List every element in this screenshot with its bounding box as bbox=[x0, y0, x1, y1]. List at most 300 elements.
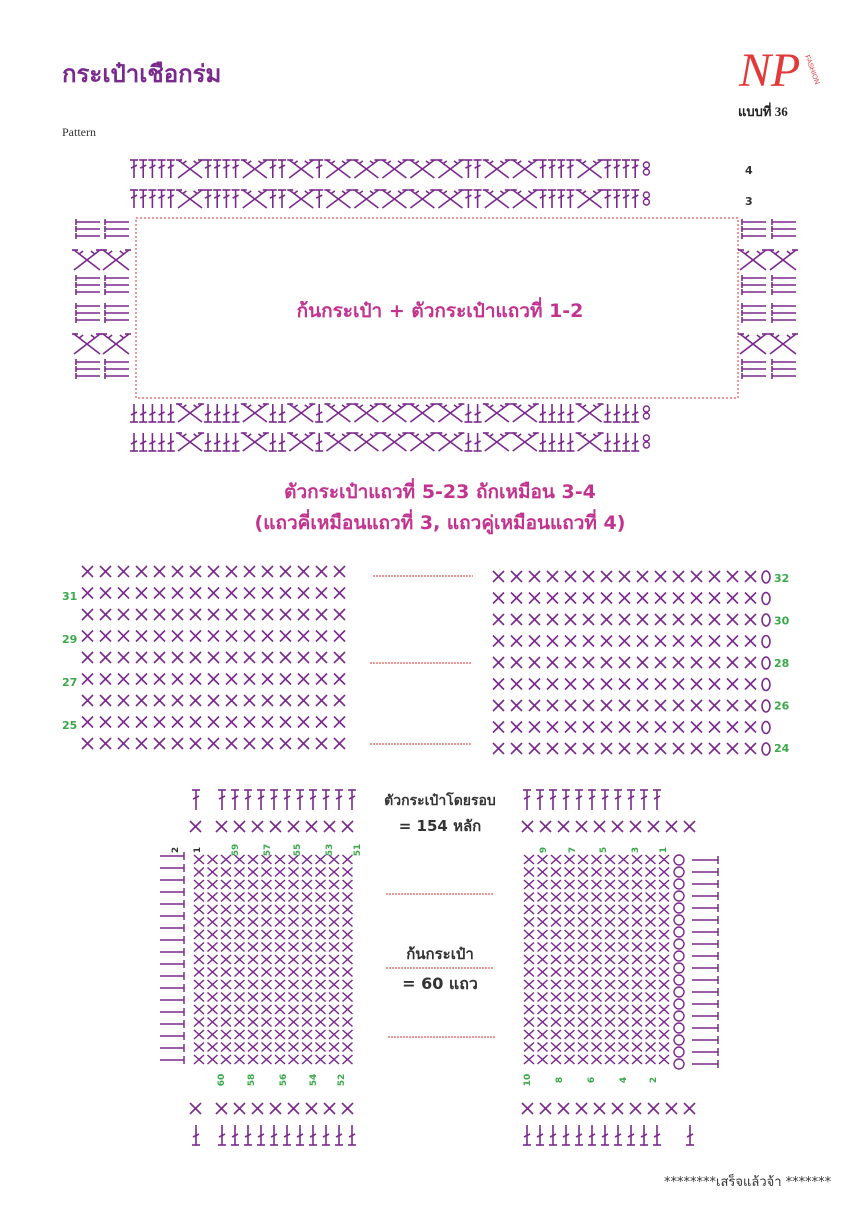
crossed-dc-stitch bbox=[436, 190, 464, 208]
dc-stitch bbox=[232, 160, 240, 178]
chain-ring bbox=[643, 435, 649, 441]
dc-stitch bbox=[204, 190, 212, 208]
dc-stitch bbox=[548, 404, 556, 422]
sc-stitch-row bbox=[82, 674, 345, 685]
dc-stitch bbox=[130, 160, 138, 178]
dc-stitch bbox=[222, 404, 230, 422]
dc-stitch bbox=[539, 190, 547, 208]
column-label-top: 7 bbox=[568, 846, 578, 854]
column-label-top: 1 bbox=[659, 846, 669, 854]
chain-stitch bbox=[674, 1035, 684, 1045]
dc-stitch bbox=[548, 190, 556, 208]
chain-stitch bbox=[762, 722, 770, 734]
sc-stitch-column bbox=[194, 855, 204, 1064]
dc-stitch bbox=[222, 190, 230, 208]
dc-stitch bbox=[283, 790, 291, 810]
row-label-left: 25 bbox=[62, 719, 78, 732]
dc-stitch bbox=[566, 160, 574, 178]
column-label-bottom: 4 bbox=[619, 1076, 629, 1084]
crossed-dc-stitch bbox=[241, 404, 269, 422]
sc-stitch-column bbox=[343, 855, 353, 1064]
row-label-3: 3 bbox=[745, 195, 753, 208]
crossed-dc-stitch bbox=[768, 334, 798, 354]
dc-stitch bbox=[158, 160, 166, 178]
sc-stitch-column bbox=[659, 855, 669, 1064]
dc-stitch bbox=[130, 433, 138, 451]
dc-stitch bbox=[601, 1125, 609, 1145]
chain-ring bbox=[643, 442, 649, 448]
dc-stitch bbox=[604, 433, 612, 451]
dc-stitch bbox=[631, 160, 639, 178]
sc-stitch-row bbox=[522, 821, 677, 832]
chain-stitch bbox=[674, 867, 684, 877]
crossed-dc-stitch bbox=[352, 433, 380, 451]
row-label-4: 4 bbox=[745, 164, 753, 177]
crossed-dc-stitch bbox=[287, 433, 315, 451]
crossed-dc-stitch bbox=[436, 433, 464, 451]
crossed-dc-stitch bbox=[380, 433, 408, 451]
dc-stitch bbox=[192, 790, 200, 810]
column-label-bottom: 56 bbox=[279, 1073, 289, 1087]
pattern-label: Pattern bbox=[62, 125, 96, 139]
dc-stitch bbox=[139, 160, 147, 178]
chain-stitch bbox=[674, 999, 684, 1009]
dc-stitch bbox=[269, 433, 277, 451]
dc-stitch bbox=[296, 790, 304, 810]
column-label-top: 9 bbox=[539, 846, 549, 854]
sc-stitch-row bbox=[82, 717, 345, 728]
bottom-rows-label: ก้นกระเป๋า bbox=[406, 945, 474, 963]
crossed-dc-stitch bbox=[380, 404, 408, 422]
dc-stitch bbox=[315, 404, 323, 422]
dc-stitch bbox=[464, 433, 472, 451]
row-label-right: 26 bbox=[774, 699, 790, 713]
crossed-dc-stitch bbox=[176, 433, 204, 451]
crossed-dc-stitch bbox=[576, 433, 604, 451]
dc-stitch bbox=[549, 790, 557, 810]
row-label-left: 29 bbox=[62, 633, 78, 646]
chain-stitch bbox=[674, 1011, 684, 1021]
dc-stitch bbox=[204, 160, 212, 178]
logo-letters: NP bbox=[739, 44, 801, 96]
sc-stitch-column bbox=[302, 855, 312, 1064]
sc-stitch-row bbox=[493, 593, 756, 604]
dc-stitch bbox=[213, 160, 221, 178]
sc-stitch-row bbox=[493, 700, 756, 711]
dc-stitch bbox=[575, 790, 583, 810]
column-label-top: 1 bbox=[193, 846, 203, 854]
crossed-dc-stitch bbox=[101, 250, 131, 270]
page-title: กระเป๋าเชือกร่ม bbox=[62, 60, 222, 88]
dc-stitch bbox=[315, 190, 323, 208]
dc-stitch bbox=[627, 790, 635, 810]
chain-ring bbox=[643, 162, 649, 168]
row-label-right: 24 bbox=[774, 742, 790, 755]
dc-stitch bbox=[640, 790, 648, 810]
crossed-dc-stitch bbox=[324, 433, 352, 451]
sc-stitch-row bbox=[216, 1103, 353, 1114]
logo-tag: FASHION bbox=[803, 54, 821, 86]
crossed-dc-stitch bbox=[483, 190, 511, 208]
dc-stitch bbox=[257, 1125, 265, 1145]
dc-stitch bbox=[148, 190, 156, 208]
dc-stitch bbox=[474, 160, 482, 178]
dc-stitch bbox=[575, 1125, 583, 1145]
dc-stitch bbox=[464, 190, 472, 208]
sc-stitch-column bbox=[275, 855, 285, 1064]
crossed-dc-stitch bbox=[380, 190, 408, 208]
crossed-dc-stitch bbox=[576, 160, 604, 178]
crossed-dc-stitch bbox=[511, 160, 539, 178]
dc-stitch bbox=[335, 790, 343, 810]
crossed-dc-stitch bbox=[324, 404, 352, 422]
chain-stitch bbox=[762, 636, 770, 648]
sc-stitch-row bbox=[82, 631, 345, 642]
chain-stitch bbox=[674, 891, 684, 901]
sc-stitch-row bbox=[493, 722, 756, 733]
dc-stitch bbox=[566, 433, 574, 451]
sc-stitch-row bbox=[493, 743, 756, 754]
dc-stitch bbox=[536, 1125, 544, 1145]
dc-stitch bbox=[604, 404, 612, 422]
chain-ring bbox=[643, 413, 649, 419]
sc-stitch-column bbox=[619, 855, 629, 1064]
crossed-dc-stitch bbox=[738, 250, 768, 270]
chain-stitch bbox=[674, 903, 684, 913]
crossed-dc-stitch bbox=[287, 190, 315, 208]
sc-stitch-column bbox=[578, 855, 588, 1064]
dc-stitch bbox=[653, 790, 661, 810]
dc-stitch bbox=[640, 1125, 648, 1145]
dc-stitch bbox=[296, 1125, 304, 1145]
chain-stitch bbox=[762, 700, 770, 712]
crossed-dc-stitch bbox=[176, 404, 204, 422]
chain-ring bbox=[643, 169, 649, 175]
dc-stitch bbox=[548, 160, 556, 178]
sc-stitch-row bbox=[82, 588, 345, 599]
sc-stitch-column bbox=[289, 855, 299, 1064]
column-label-top: 53 bbox=[325, 843, 335, 857]
crossed-dc-stitch bbox=[408, 190, 436, 208]
crossed-dc-stitch bbox=[511, 433, 539, 451]
crossed-dc-stitch bbox=[352, 160, 380, 178]
dc-stitch bbox=[148, 404, 156, 422]
sc-stitch-row bbox=[493, 571, 756, 582]
column-label-top: 59 bbox=[231, 843, 241, 857]
dc-stitch bbox=[218, 1125, 226, 1145]
sc-stitch-row bbox=[493, 657, 756, 668]
dc-stitch bbox=[557, 190, 565, 208]
sc-stitch-row bbox=[493, 679, 756, 690]
crossed-dc-stitch bbox=[241, 190, 269, 208]
crossed-dc-stitch bbox=[241, 433, 269, 451]
chain-stitch bbox=[674, 987, 684, 997]
dc-stitch bbox=[613, 160, 621, 178]
dc-stitch bbox=[622, 433, 630, 451]
dc-stitch bbox=[627, 1125, 635, 1145]
sc-stitch-row bbox=[82, 566, 345, 577]
row-label-left: 27 bbox=[62, 676, 78, 689]
dc-stitch bbox=[148, 433, 156, 451]
sc-stitch-column bbox=[248, 855, 258, 1064]
crossed-dc-stitch bbox=[241, 160, 269, 178]
dc-stitch bbox=[523, 1125, 531, 1145]
dc-stitch bbox=[335, 1125, 343, 1145]
dc-stitch bbox=[348, 790, 356, 810]
dc-stitch bbox=[315, 433, 323, 451]
column-label-bottom: 10 bbox=[523, 1073, 533, 1087]
dc-stitch bbox=[167, 160, 175, 178]
sc-stitch-column bbox=[221, 855, 231, 1064]
sc-stitch-column bbox=[235, 855, 245, 1064]
crossed-dc-stitch bbox=[287, 404, 315, 422]
dc-stitch bbox=[244, 1125, 252, 1145]
chain-stitch bbox=[674, 927, 684, 937]
row-label-right: 32 bbox=[774, 572, 790, 585]
dc-stitch bbox=[232, 433, 240, 451]
crossed-dc-stitch bbox=[176, 160, 204, 178]
crossed-dc-stitch bbox=[483, 404, 511, 422]
bottom-and-rows-1-2-caption: ก้นกระเป๋า + ตัวกระเป๋าแถวที่ 1-2 bbox=[296, 300, 584, 322]
chain-stitch bbox=[674, 879, 684, 889]
dc-stitch bbox=[158, 404, 166, 422]
column-label-bottom: 8 bbox=[555, 1076, 565, 1084]
sc-stitch-row bbox=[82, 609, 345, 620]
dc-stitch bbox=[158, 433, 166, 451]
dc-stitch bbox=[231, 790, 239, 810]
sc-stitch-column bbox=[208, 855, 218, 1064]
row-label-left: 31 bbox=[62, 590, 78, 603]
crossed-dc-stitch bbox=[576, 404, 604, 422]
crossed-dc-stitch bbox=[176, 190, 204, 208]
crossed-dc-stitch bbox=[72, 250, 102, 270]
dc-stitch bbox=[539, 404, 547, 422]
dc-stitch bbox=[622, 404, 630, 422]
crossed-dc-stitch bbox=[72, 334, 102, 354]
dc-stitch bbox=[562, 1125, 570, 1145]
dc-stitch bbox=[622, 190, 630, 208]
dc-stitch bbox=[322, 1125, 330, 1145]
crossed-dc-stitch bbox=[380, 160, 408, 178]
row-label-right: 30 bbox=[774, 614, 790, 628]
dc-stitch bbox=[232, 190, 240, 208]
sc-stitch-column bbox=[262, 855, 272, 1064]
sc-stitch-column bbox=[538, 855, 548, 1064]
chain-stitch bbox=[762, 614, 770, 626]
chain-stitch bbox=[762, 593, 770, 605]
crossed-dc-stitch bbox=[408, 433, 436, 451]
rows-5-23-caption: ตัวกระเป๋าแถวที่ 5-23 ถักเหมือน 3-4 bbox=[284, 481, 596, 503]
chain-stitch bbox=[674, 963, 684, 973]
dc-stitch bbox=[523, 790, 531, 810]
chain-stitch bbox=[674, 1059, 684, 1069]
dc-stitch bbox=[474, 433, 482, 451]
crossed-dc-stitch bbox=[436, 404, 464, 422]
dc-stitch bbox=[139, 433, 147, 451]
dc-stitch bbox=[604, 190, 612, 208]
chain-stitch bbox=[762, 679, 770, 691]
dc-stitch bbox=[631, 404, 639, 422]
dc-stitch bbox=[548, 433, 556, 451]
column-label-top: 57 bbox=[263, 843, 273, 857]
sc-stitch-column bbox=[524, 855, 534, 1064]
dc-stitch bbox=[474, 404, 482, 422]
chain-stitch bbox=[762, 743, 770, 755]
column-label-bottom: 54 bbox=[309, 1073, 319, 1087]
sc-stitch-column bbox=[646, 855, 656, 1064]
column-label-top: 2 bbox=[171, 846, 181, 854]
bottom-rows-value: = 60 แถว bbox=[402, 974, 478, 993]
dc-stitch bbox=[139, 404, 147, 422]
dc-stitch bbox=[222, 160, 230, 178]
dc-stitch bbox=[474, 190, 482, 208]
dc-stitch bbox=[613, 404, 621, 422]
dc-stitch bbox=[213, 190, 221, 208]
chain-stitch bbox=[762, 571, 770, 583]
crossed-dc-stitch bbox=[287, 160, 315, 178]
dc-stitch bbox=[588, 1125, 596, 1145]
dc-stitch bbox=[613, 190, 621, 208]
dc-stitch bbox=[139, 190, 147, 208]
sc-stitch-column bbox=[565, 855, 575, 1064]
crossed-dc-stitch bbox=[511, 404, 539, 422]
dc-stitch bbox=[653, 1125, 661, 1145]
dc-stitch bbox=[309, 1125, 317, 1145]
dc-stitch bbox=[232, 404, 240, 422]
dc-stitch bbox=[464, 404, 472, 422]
dc-stitch bbox=[539, 433, 547, 451]
dc-stitch bbox=[204, 433, 212, 451]
dc-stitch bbox=[631, 433, 639, 451]
column-label-bottom: 58 bbox=[247, 1073, 257, 1087]
sc-stitch-row bbox=[493, 636, 756, 647]
dc-stitch bbox=[269, 404, 277, 422]
dc-stitch bbox=[231, 1125, 239, 1145]
sc-stitch-column bbox=[551, 855, 561, 1064]
crossed-dc-stitch bbox=[352, 404, 380, 422]
sc-stitch-row bbox=[522, 1103, 677, 1114]
sc-stitch-column bbox=[605, 855, 615, 1064]
column-label-bottom: 6 bbox=[587, 1076, 597, 1084]
dc-stitch bbox=[622, 160, 630, 178]
dc-stitch bbox=[204, 404, 212, 422]
sc-stitch-row bbox=[190, 1103, 201, 1114]
crossed-dc-stitch bbox=[576, 190, 604, 208]
dc-stitch bbox=[604, 160, 612, 178]
dc-stitch bbox=[614, 790, 622, 810]
column-label-top: 55 bbox=[293, 843, 303, 857]
dc-stitch bbox=[322, 790, 330, 810]
dc-stitch bbox=[557, 404, 565, 422]
dc-stitch bbox=[218, 790, 226, 810]
crossed-dc-stitch bbox=[738, 334, 768, 354]
column-label-top: 5 bbox=[599, 846, 609, 854]
sc-stitch-row bbox=[684, 1103, 695, 1114]
chain-stitch bbox=[674, 855, 684, 865]
chain-stitch bbox=[762, 657, 770, 669]
dc-stitch bbox=[269, 190, 277, 208]
sc-stitch-row bbox=[216, 821, 353, 832]
column-label-top: 51 bbox=[353, 843, 363, 857]
odd-even-rows-caption: (แถวคี่เหมือนแถวที่ 3, แถวคู่เหมือนแถวที่ 4) bbox=[254, 512, 626, 534]
dc-stitch bbox=[213, 433, 221, 451]
dc-stitch bbox=[130, 404, 138, 422]
dc-stitch bbox=[348, 1125, 356, 1145]
dc-stitch bbox=[270, 790, 278, 810]
footer-done-note: ********เสร็จแล้วจ้า ******* bbox=[664, 1175, 832, 1190]
dc-stitch bbox=[588, 790, 596, 810]
chain-stitch bbox=[674, 951, 684, 961]
sc-stitch-row bbox=[190, 821, 201, 832]
dc-stitch bbox=[244, 790, 252, 810]
dc-stitch bbox=[549, 1125, 557, 1145]
dc-stitch bbox=[566, 404, 574, 422]
dc-stitch bbox=[167, 433, 175, 451]
dc-stitch bbox=[148, 160, 156, 178]
column-label-bottom: 52 bbox=[337, 1073, 347, 1087]
crossed-dc-stitch bbox=[324, 190, 352, 208]
chain-stitch bbox=[674, 1047, 684, 1057]
dc-stitch bbox=[309, 790, 317, 810]
column-label-bottom: 60 bbox=[217, 1073, 227, 1087]
dc-stitch bbox=[167, 404, 175, 422]
dc-stitch bbox=[557, 433, 565, 451]
dc-stitch bbox=[601, 790, 609, 810]
body-stitch-count-value: = 154 หลัก bbox=[398, 817, 482, 835]
chain-ring bbox=[643, 192, 649, 198]
dc-stitch bbox=[539, 160, 547, 178]
dc-stitch bbox=[270, 1125, 278, 1145]
crossed-dc-stitch bbox=[768, 250, 798, 270]
crossed-dc-stitch bbox=[408, 160, 436, 178]
crossed-dc-stitch bbox=[408, 404, 436, 422]
crossed-dc-stitch bbox=[352, 190, 380, 208]
dc-stitch bbox=[686, 1125, 694, 1145]
column-label-top: 3 bbox=[631, 846, 641, 854]
dc-stitch bbox=[167, 190, 175, 208]
dc-stitch bbox=[613, 433, 621, 451]
sc-stitch-column bbox=[329, 855, 339, 1064]
dc-stitch bbox=[192, 1125, 200, 1145]
crossed-dc-stitch bbox=[324, 160, 352, 178]
sc-stitch-row bbox=[82, 738, 345, 749]
chain-stitch bbox=[674, 915, 684, 925]
crossed-dc-stitch bbox=[511, 190, 539, 208]
dc-stitch bbox=[278, 433, 286, 451]
dc-stitch bbox=[283, 1125, 291, 1145]
dc-stitch bbox=[222, 433, 230, 451]
chain-stitch bbox=[674, 1023, 684, 1033]
crossed-dc-stitch bbox=[483, 160, 511, 178]
sc-stitch-row bbox=[82, 652, 345, 663]
crossed-dc-stitch bbox=[436, 160, 464, 178]
crossed-dc-stitch bbox=[483, 433, 511, 451]
dc-stitch bbox=[566, 190, 574, 208]
dc-stitch bbox=[130, 190, 138, 208]
dc-stitch bbox=[562, 790, 570, 810]
dc-stitch bbox=[278, 404, 286, 422]
dc-stitch bbox=[213, 404, 221, 422]
model-number: แบบที่ 36 bbox=[738, 104, 788, 119]
row-label-right: 28 bbox=[774, 657, 790, 670]
dc-stitch bbox=[557, 160, 565, 178]
column-label-bottom: 2 bbox=[649, 1076, 659, 1084]
sc-stitch-column bbox=[592, 855, 602, 1064]
chain-ring bbox=[643, 406, 649, 412]
sc-stitch-column bbox=[316, 855, 326, 1064]
body-stitch-count-label: ตัวกระเป๋าโดยรอบ bbox=[384, 793, 496, 809]
sc-stitch-column bbox=[632, 855, 642, 1064]
